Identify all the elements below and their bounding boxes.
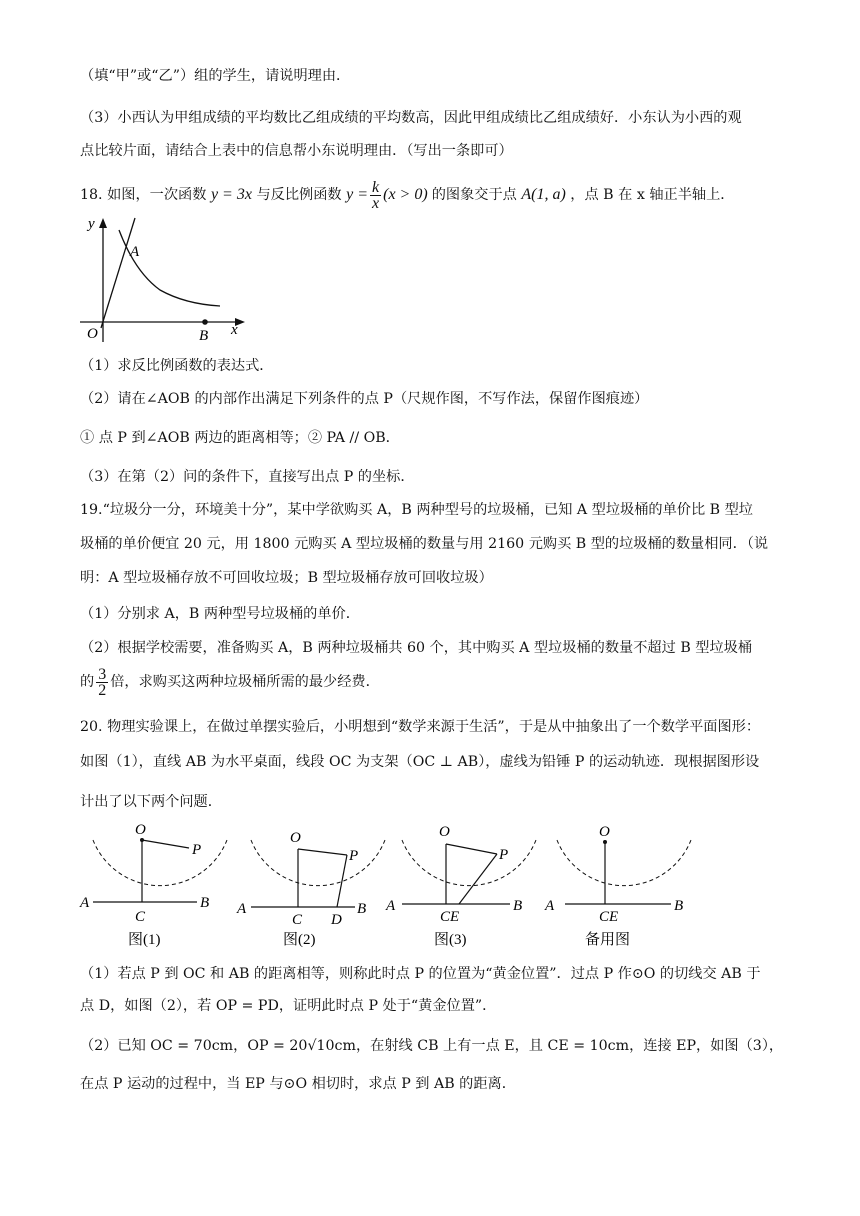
pendulum-arc-3 — [402, 840, 536, 886]
label-o: O — [87, 326, 98, 342]
q18-inverse-function: y = $\frac{k}{x}$ (x > 0) — [346, 179, 428, 212]
q18-text-2: 与反比例函数 — [256, 187, 342, 204]
tangent-pd-2 — [337, 855, 347, 907]
svg-text:B: B — [674, 898, 684, 914]
svg-text:O: O — [290, 830, 301, 846]
svg-text:CE: CE — [440, 909, 460, 925]
q20-figures — [75, 822, 695, 952]
q18-part-1: （1）求反比例函数的表达式． — [80, 358, 274, 374]
line-y-3x — [101, 218, 135, 328]
q18-figure — [75, 212, 265, 352]
q19-line-1: 19.“垃圾分一分，环境美十分”，某中学欲购买 A，B 两种型号的垃圾桶，已知 A 型垃圾桶的单价比 B 型垃 — [80, 502, 753, 518]
hyperbola-curve — [119, 230, 220, 306]
svg-text:O: O — [599, 824, 610, 840]
q18-point-a: A(1, a) — [521, 186, 566, 204]
q18-part-3: （3）在第（2）问的条件下，直接写出点 P 的坐标． — [80, 469, 415, 485]
q17-line-2: （3）小西认为甲组成绩的平均数比乙组成绩的平均数高，因此甲组成绩比乙组成绩好．小东认为小西的观 — [80, 110, 742, 126]
label-b: B — [199, 328, 209, 344]
q18-text-1: 如图，一次函数 — [107, 187, 207, 204]
figure-3 — [385, 824, 536, 948]
figure-spare — [544, 824, 691, 948]
y-axis-arrow — [99, 218, 107, 228]
label-a: A — [130, 244, 140, 260]
point-o-1 — [140, 838, 144, 842]
q19-part-2-cont: 的 $\frac{3}{2}$ 倍，求购买这两种垃圾桶所需的最少经费． — [80, 665, 380, 699]
svg-text:P: P — [349, 848, 359, 864]
q18-number: 18. — [80, 187, 103, 204]
svg-text:B: B — [513, 898, 523, 914]
q18-stem — [80, 180, 734, 211]
q18-text-4: ，点 B 在 x 轴正半轴上． — [570, 187, 735, 204]
point-o-4 — [603, 840, 607, 844]
q18-text-3: 的图象交于点 — [431, 187, 517, 204]
label-x: x — [231, 322, 238, 338]
svg-text:C: C — [292, 912, 303, 928]
q19-line-3: 明：A 型垃圾桶存放不可回收垃圾；B 型垃圾桶存放可回收垃圾） — [80, 570, 493, 586]
q19-part-2: （2）根据学校需要，准备购买 A，B 两种垃圾桶共 60 个，其中购买 A 型垃圾桶的数量不超过 B 型垃圾桶 — [80, 640, 753, 656]
pendulum-arc-4 — [557, 840, 691, 886]
figure-3-caption: 图(3) — [434, 932, 467, 948]
q20-part-2-a: （2）已知 OC = 70cm，OP = 20√10cm，在射线 CB 上有一点 E，且 CE = 10cm，连接 EP，如图（3）， — [80, 1038, 784, 1054]
q17-line-3: 点比较片面，请结合上表中的信息帮小东说明理由．（写出一条即可） — [80, 143, 513, 159]
q19-part-1: （1）分别求 A，B 两种型号垃圾桶的单价． — [80, 606, 360, 622]
svg-text:O: O — [135, 822, 146, 838]
figure-2-caption: 图(2) — [283, 932, 316, 948]
q20-line-2: 如图（1），直线 AB 为水平桌面，线段 OC 为支架（OC ⊥ AB），虚线为铅锤 P 的运动轨迹．现根据图形设 — [80, 754, 760, 770]
svg-text:CE: CE — [599, 909, 619, 925]
pendulum-arc-2 — [251, 840, 385, 886]
svg-text:B: B — [200, 895, 210, 911]
q20-part-1-b: 点 D，如图（2），若 OP = PD，证明此时点 P 处于“黄金位置”． — [80, 998, 497, 1014]
figure-1 — [79, 822, 227, 948]
point-b — [202, 319, 208, 325]
figure-spare-caption: 备用图 — [585, 932, 631, 948]
svg-text:A: A — [80, 895, 90, 911]
svg-text:A: A — [545, 898, 555, 914]
line-ep-3 — [459, 854, 497, 904]
q20-part-2-b: 在点 P 运动的过程中，当 EP 与⊙O 相切时，求点 P 到 AB 的距离． — [80, 1076, 516, 1092]
svg-text:O: O — [439, 824, 450, 840]
q19-line-2: 圾桶的单价便宜 20 元，用 1800 元购买 A 型垃圾桶的数量与用 2160 元购买 B 型的垃圾桶的数量相同．（说 — [80, 536, 769, 552]
q20-part-1-a: （1）若点 P 到 OC 和 AB 的距离相等，则称此时点 P 的位置为“黄金位置”．过点 P 作⊙O 的切线交 AB 于 — [80, 966, 761, 982]
string-op-2 — [298, 849, 347, 855]
pendulum-arc-1 — [93, 840, 227, 886]
q18-part-2: （2）请在∠AOB 的内部作出满足下列条件的点 P（尺规作图，不写作法，保留作图痕迹） — [80, 391, 649, 407]
svg-text:D: D — [331, 912, 342, 928]
q20-line-1: 20. 物理实验课上，在做过单摆实验后，小明想到“数学来源于生活”，于是从中抽象出了一个数学平面图形： — [80, 719, 761, 735]
svg-text:C: C — [135, 909, 146, 925]
svg-text:P: P — [499, 847, 509, 863]
q18-linear-function: y = 3x — [210, 186, 252, 204]
svg-text:A: A — [237, 901, 247, 917]
figure-1-caption: 图(1) — [128, 932, 161, 948]
figure-2 — [236, 830, 385, 948]
q17-line-1: （填“甲”或“乙”）组的学生，请说明理由． — [80, 68, 351, 84]
svg-text:B: B — [357, 901, 367, 917]
svg-text:A: A — [386, 898, 396, 914]
string-op-1 — [142, 840, 189, 848]
svg-text:P: P — [192, 842, 202, 858]
fraction-3-2: $\frac{3}{2}$ — [98, 665, 107, 699]
label-y: y — [88, 216, 95, 232]
q18-conditions: ① 点 P 到∠AOB 两边的距离相等；② PA // OB． — [80, 430, 400, 446]
q20-line-3: 计出了以下两个问题． — [80, 794, 222, 810]
string-op-3 — [446, 844, 497, 854]
